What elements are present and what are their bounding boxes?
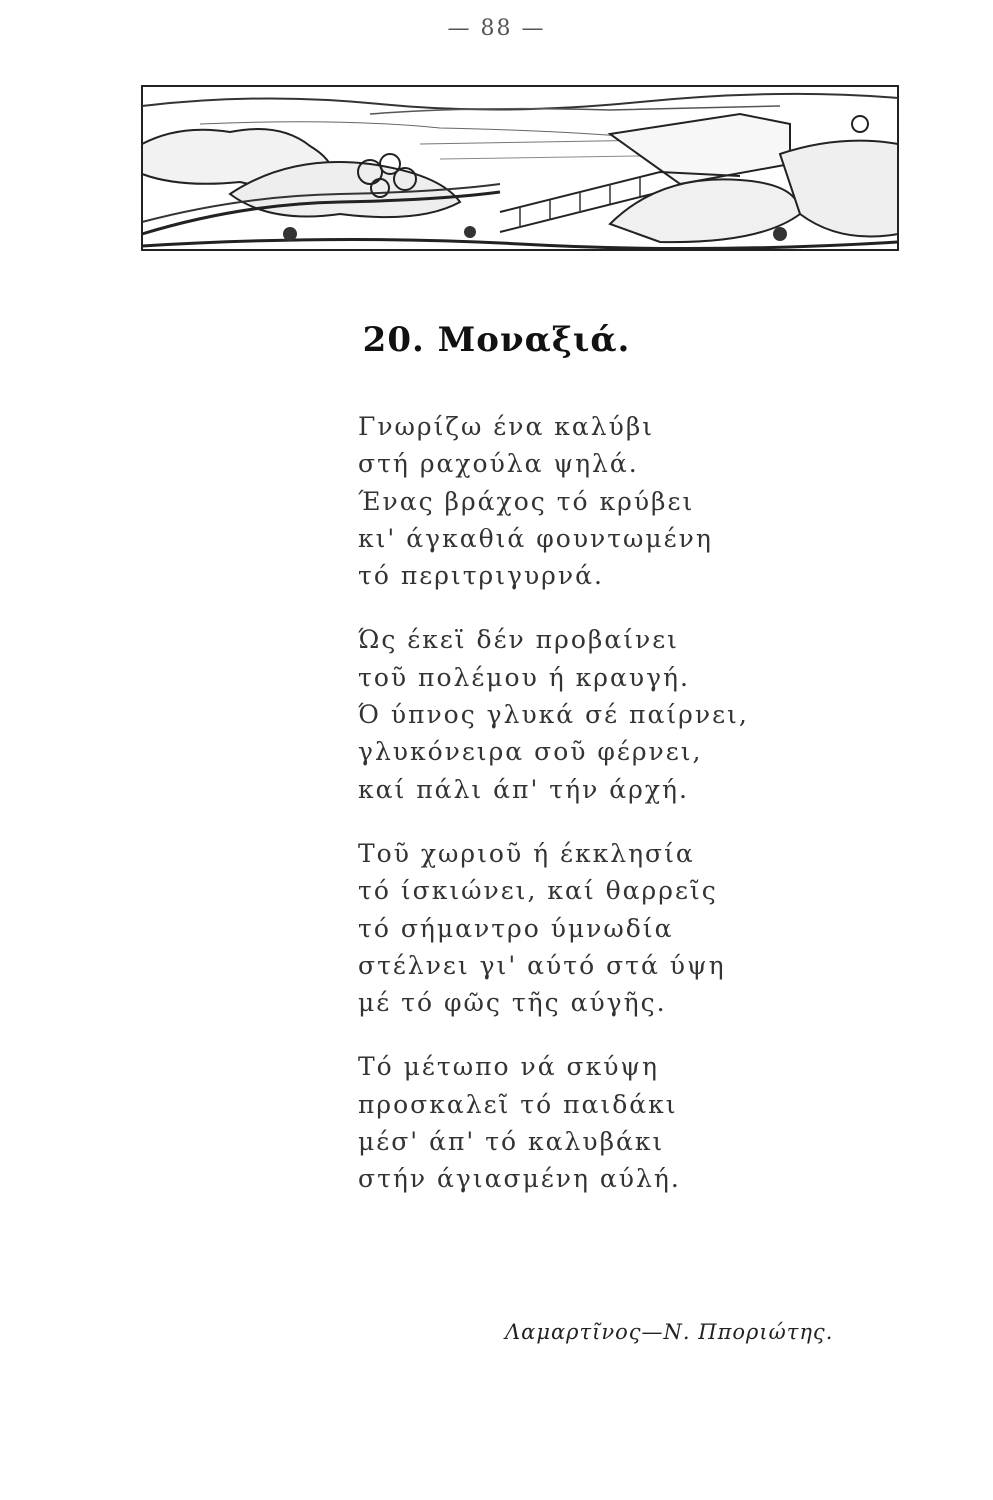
verse-line: στή ραχούλα ψηλά.: [358, 449, 639, 479]
verse-line: τό ίσκιώνει, καί θαρρεῖς: [358, 876, 718, 906]
page-number: — 88 —: [447, 16, 546, 41]
verse-line: προσκαλεῖ τό παιδάκι: [358, 1089, 678, 1119]
verse-line: Ώς έκεϊ δέν προβαίνει: [358, 625, 679, 655]
stanza: [358, 408, 918, 594]
verse-line: Ό ύπνος γλυκά σέ παίρνει,: [358, 700, 749, 730]
poem-title: 20. Μοναξιά.: [362, 320, 631, 360]
poem-body: [358, 408, 918, 1225]
verse-line: μέ τό φῶς τῆς αύγῆς.: [358, 988, 667, 1018]
verse-line: τό περιτριγυρνά.: [358, 561, 604, 591]
verse-line: κι' άγκαθιά φουντωμένη: [358, 523, 713, 553]
stanza: [358, 835, 918, 1021]
stanza: [358, 621, 918, 807]
landscape-illustration: [140, 84, 900, 254]
verse-line: μέσ' άπ' τό καλυβάκι: [358, 1127, 665, 1157]
verse-line: Ένας βράχος τό κρύβει: [358, 486, 695, 516]
verse-line: καί πάλι άπ' τήν άρχή.: [358, 774, 689, 804]
author-signature: Λαμαρτῖνος—Ν. Πποριώτης.: [505, 1320, 834, 1344]
verse-line: γλυκόνειρα σοῦ φέρνει,: [358, 737, 703, 767]
stanza: [358, 1048, 918, 1197]
verse-line: τό σήμαντρο ύμνωδία: [358, 913, 674, 943]
verse-line: στέλνει γι' αύτό στά ύψη: [358, 950, 726, 980]
verse-line: Τοῦ χωριοῦ ή έκκλησία: [358, 838, 695, 868]
verse-line: Τό μέτωπο νά σκύψη: [358, 1052, 660, 1082]
verse-line: Γνωρίζω ένα καλύβι: [358, 412, 655, 441]
verse-line: στήν άγιασμένη αύλή.: [358, 1164, 681, 1194]
verse-line: τοῦ πολέμου ή κραυγή.: [358, 662, 690, 692]
